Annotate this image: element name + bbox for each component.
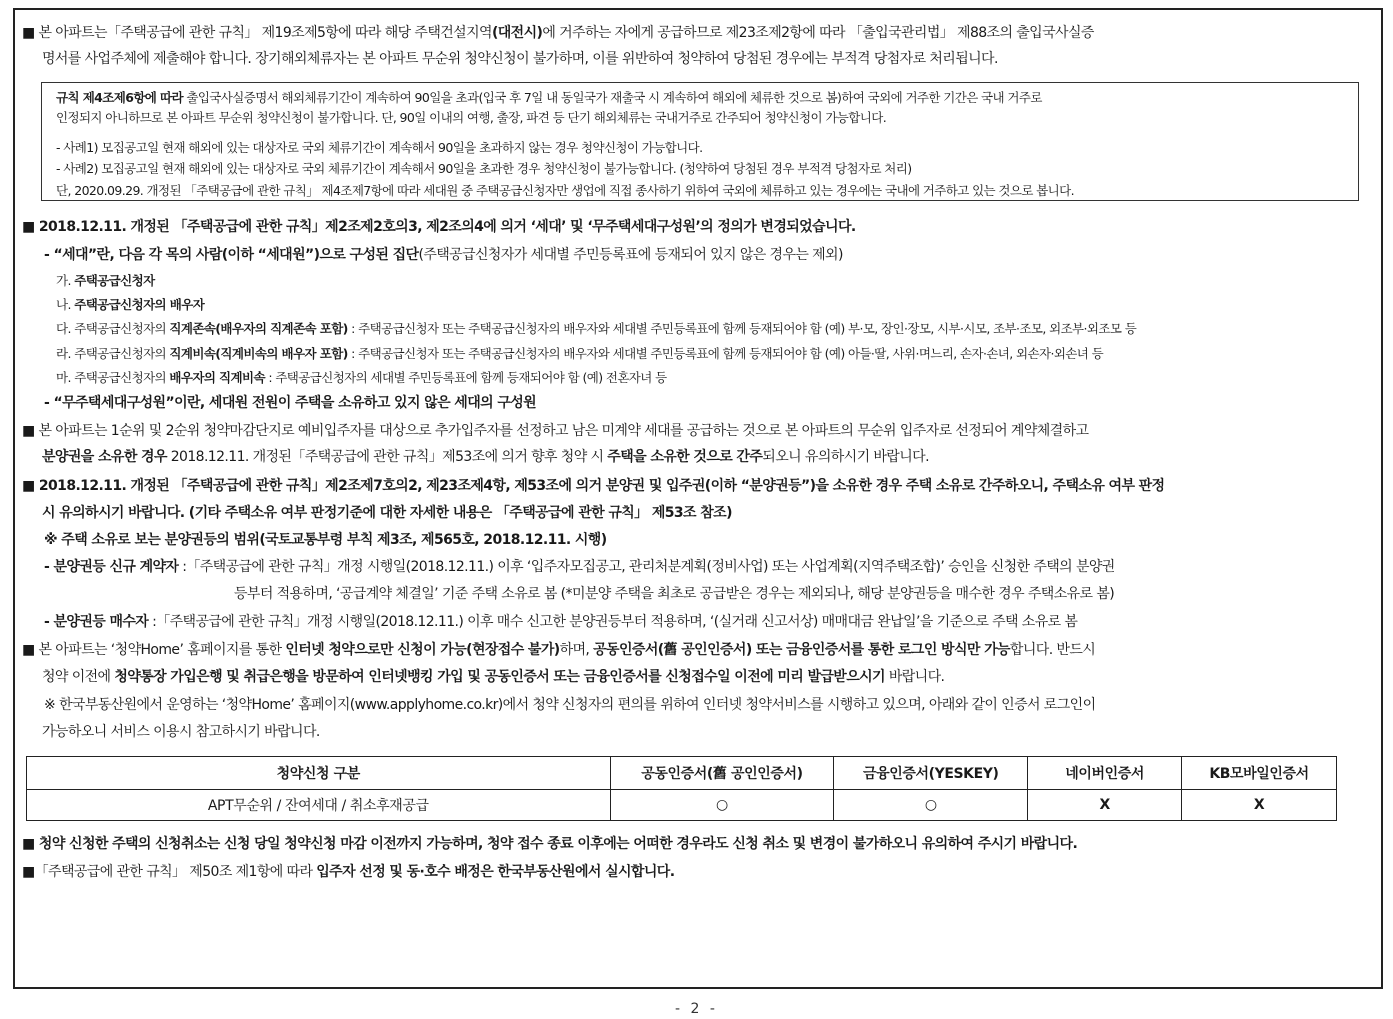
buyer-line [44,611,1077,631]
para5-l2-bold: 청약통장 가입은행 및 취급은행을 방문하여 인터넷뱅킹 가입 및 공동인증서 또는 금융인증서를 신청접수일 이전에 미리 발급받으시기 [114,669,885,685]
item-ra-bold: 직계비속(직계비속의 배우자 포함) [169,346,348,361]
para1-line2: 명서를 사업주체에 제출해야 합니다. 장기해외체류자는 본 아파트 무순위 청약신청이 불가하며, 이를 위반하여 청약하여 당첨된 경우에는 부적격 당첨자로 처리됩니다. [42,51,998,67]
no-house-definition: - “무주택세대구성원”이란, 세대원 전원이 주택을 소유하고 있지 않은 세대의 구성원 [44,395,537,411]
header-category: 청약신청 구분 [27,757,611,790]
row-category: APT무순위 / 잔여세대 / 취소후재공급 [27,790,611,821]
para3-text: 2018.12.11. 개정된「주택공급에 관한 규칙」제53조에 의거 향후 청약 시 [166,449,608,465]
para1-line1 [22,22,1094,42]
para4-line2: 시 유의하시기 바랍니다. (기타 주택소유 여부 판정기준에 대한 자세한 내용은 「주택공급에 관한 규칙」 제53조 참조) [42,505,732,521]
para1-text: ■ 본 아파트는「주택공급에 관한 규칙」 제19조제5항에 따라 해당 주택건설지역 [22,25,492,41]
certificate-table [26,756,1337,821]
selection-text: ■「주택공급에 관한 규칙」 제50조 제1항에 따라 [22,864,317,880]
header-joint-cert: 공동인증서(舊 공인인증서) [610,757,834,790]
para5-note-line2: 가능하오니 서비스 이용시 참고하시기 바랍니다. [42,724,320,740]
item-na-text: 주택공급신청자의 배우자 [74,297,205,312]
household-item-da [56,319,1136,337]
para5-line2 [42,666,944,686]
para5-bold-b: 인터넷 청약으로만 신청이 가능(현장접수 불가) [285,642,560,658]
box-line1 [56,88,1042,106]
item-ma-tail: : 주택공급신청자의 세대별 주민등록표에 함께 등재되어야 함 (예) 전혼자녀 등 [264,370,667,385]
para4-line1: ■ 2018.12.11. 개정된 「주택공급에 관한 규칙」제2조제7호의2, 제23조제4항, 제53조에 의거 분양권 및 입주권(이하 “분양권등”)을 소유한 경우 주택 소유로 간주하오니, 주택소유 여부 판정 [22,478,1165,494]
item-da-bold: 직계존속(배우자의 직계존속 포함) [169,321,348,336]
box-case1: - 사례1) 모집공고일 현재 해외에 있는 대상자로 국외 체류기간이 계속해서 90일을 초과하지 않는 경우 청약신청이 가능합니다. [56,140,703,155]
para5-text-e: 합니다. 반드시 [1009,642,1096,658]
buyer-label: - 분양권등 매수자 [44,614,149,630]
selection-notice [22,861,674,881]
para5-line1 [22,639,1095,659]
new-contractor-text: :「주택공급에 관한 규칙」개정 시행일(2018.12.11.) 이후 ‘입주자모집공고, 관리처분계획(정비사업) 또는 사업계획(지역주택조합)’ 승인을 신청한 주택의 분양권 [178,559,1115,575]
item-da-tail: : 주택공급신청자 또는 주택공급신청자의 배우자와 세대별 주민등록표에 함께 등재되어야 함 (예) 부·모, 장인·장모, 시부·시모, 조부·조모, 외조부·외조모 등 [347,321,1137,336]
new-contractor-line1 [44,556,1115,576]
item-prefix: 마. 주택공급신청자의 [56,370,170,385]
item-ga-text: 주택공급신청자 [74,273,155,288]
region-bold: (대전시) [491,25,543,41]
household-def-bold: - “세대”란, 다음 각 목의 사람(이하 “세대원”)으로 구성된 집단 [44,247,419,263]
item-prefix: 다. 주택공급신청자의 [56,321,170,336]
selection-bold: 입주자 선정 및 동·호수 배정은 한국부동산원에서 실시합니다. [316,864,675,880]
item-prefix: 나. [56,297,75,312]
box-exception: 단, 2020.09.29. 개정된 「주택공급에 관한 규칙」 제4조제7항에 따라 세대원 중 주택공급신청자만 생업에 직접 종사하기 위하여 국외에 체류하고 있는 경우에는 국내에 거주하고 있는 것으로 봅니다. [56,183,1074,198]
page-number: - 2 - [675,1001,718,1017]
para3-bold1: 분양권을 소유한 경우 [42,449,167,465]
header-naver-cert: 네이버인증서 [1028,757,1182,790]
para5-l2-a: 청약 이전에 [42,669,115,685]
para3-tail: 되오니 유의하시기 바랍니다. [762,449,929,465]
para3-bold2: 주택을 소유한 것으로 간주 [607,449,763,465]
item-ra-tail: : 주택공급신청자 또는 주택공급신청자의 배우자와 세대별 주민등록표에 함께 등재되어야 함 (예) 아들·딸, 사위·며느리, 손자·손녀, 외손자·외손녀 등 [347,346,1104,361]
cancel-notice: ■ 청약 신청한 주택의 신청취소는 신청 당일 청약신청 마감 이전까지 가능하며, 청약 접수 종료 이후에는 어떠한 경우라도 신청 취소 및 변경이 불가하오니 유의하여 주시기 바랍니다. [22,836,1078,852]
header-financial-cert: 금융인증서(YESKEY) [834,757,1028,790]
box-line2: 인정되지 아니하므로 본 아파트 무순위 청약신청이 불가합니다. 단, 90일 이내의 여행, 출장, 파견 등 단기 해외체류는 국내거주로 간주되어 청약신청이 가능합니다. [56,110,887,125]
household-item-na [56,295,204,313]
para3-line1: ■ 본 아파트는 1순위 및 2순위 청약마감단지로 예비입주자를 대상으로 추가입주자를 선정하고 남은 미계약 세대를 공급하는 것으로 본 아파트의 무순위 입주자로 선정되어 계약체결하고 [22,423,1089,439]
para4-note: ※ 주택 소유로 보는 분양권등의 범위(국토교통부령 부칙 제3조, 제565호, 2018.12.11. 시행) [44,532,607,548]
item-ma-bold: 배우자의 직계비속 [169,370,265,385]
buyer-text: :「주택공급에 관한 규칙」개정 시행일(2018.12.11.) 이후 매수 신고한 분양권등부터 적용하며, ‘(실거래 신고서상) 매매대금 완납일’을 기준으로 주택 소유로 봄 [148,614,1078,630]
item-prefix: 가. [56,273,75,288]
header-kb-cert: KB모바일인증서 [1182,757,1337,790]
row-naver-cert: X [1028,790,1182,821]
para5-bold-d: 공동인증서(舊 공인인증서) 또는 금융인증서를 통한 로그인 방식만 가능 [593,642,1010,658]
box-rule-bold: 규칙 제4조제6항에 따라 [56,90,183,105]
household-def-tail: (주택공급신청자가 세대별 주민등록표에 등재되어 있지 않은 경우는 제외) [418,247,843,263]
para5-text-a: ■ 본 아파트는 ‘청약Home’ 홈페이지를 통한 [22,642,286,658]
para5-text-c: 하며, [559,642,594,658]
new-contractor-label: - 분양권등 신규 계약자 [44,559,179,575]
new-contractor-line2: 등부터 적용하며, ‘공급계약 체결일’ 기준 주택 소유로 봄 (*미분양 주택을 최초로 공급받은 경우는 제외되나, 해당 분양권등을 매수한 경우 주택소유로 봄) [234,586,1115,602]
household-heading: ■ 2018.12.11. 개정된 「주택공급에 관한 규칙」제2조제2호의3, 제2조의4에 의거 ‘세대’ 및 ‘무주택세대구성원’의 정의가 변경되었습니다. [22,219,856,235]
box-line1-text: 출입국사실증명서 해외체류기간이 계속하여 90일을 초과(입국 후 7일 내 동일국가 재출국 시 계속하여 해외에 체류한 것으로 봄)하여 국외에 거주한 기간은 국내 거주로 [182,90,1042,105]
para5-l2-c: 바랍니다. [884,669,945,685]
row-financial-cert: ○ [834,790,1028,821]
row-kb-cert: X [1182,790,1337,821]
table-row [27,790,1337,821]
para5-note-line1: ※ 한국부동산원에서 운영하는 ‘청약Home’ 홈페이지(www.applyhome.co.kr)에서 청약 신청자의 편의를 위하여 인터넷 청약서비스를 시행하고 있으며, 아래와 같이 인증서 로그인이 [44,697,1096,713]
item-prefix: 라. 주택공급신청자의 [56,346,170,361]
household-item-ma [56,368,667,386]
row-joint-cert: ○ [610,790,834,821]
table-header-row [27,757,1337,790]
household-item-ra [56,344,1103,362]
para1-text-tail: 에 거주하는 자에게 공급하므로 제23조제2항에 따라 「출입국관리법」 제88조의 출입국사실증 [542,25,1094,41]
para3-line2 [42,446,929,466]
box-case2: - 사례2) 모집공고일 현재 해외에 있는 대상자로 국외 체류기간이 계속해서 90일을 초과한 경우 청약신청이 불가능합니다. (청약하여 당첨된 경우 부적격 당첨자로 처리) [56,161,912,176]
household-definition [44,244,843,264]
household-item-ga [56,271,155,289]
